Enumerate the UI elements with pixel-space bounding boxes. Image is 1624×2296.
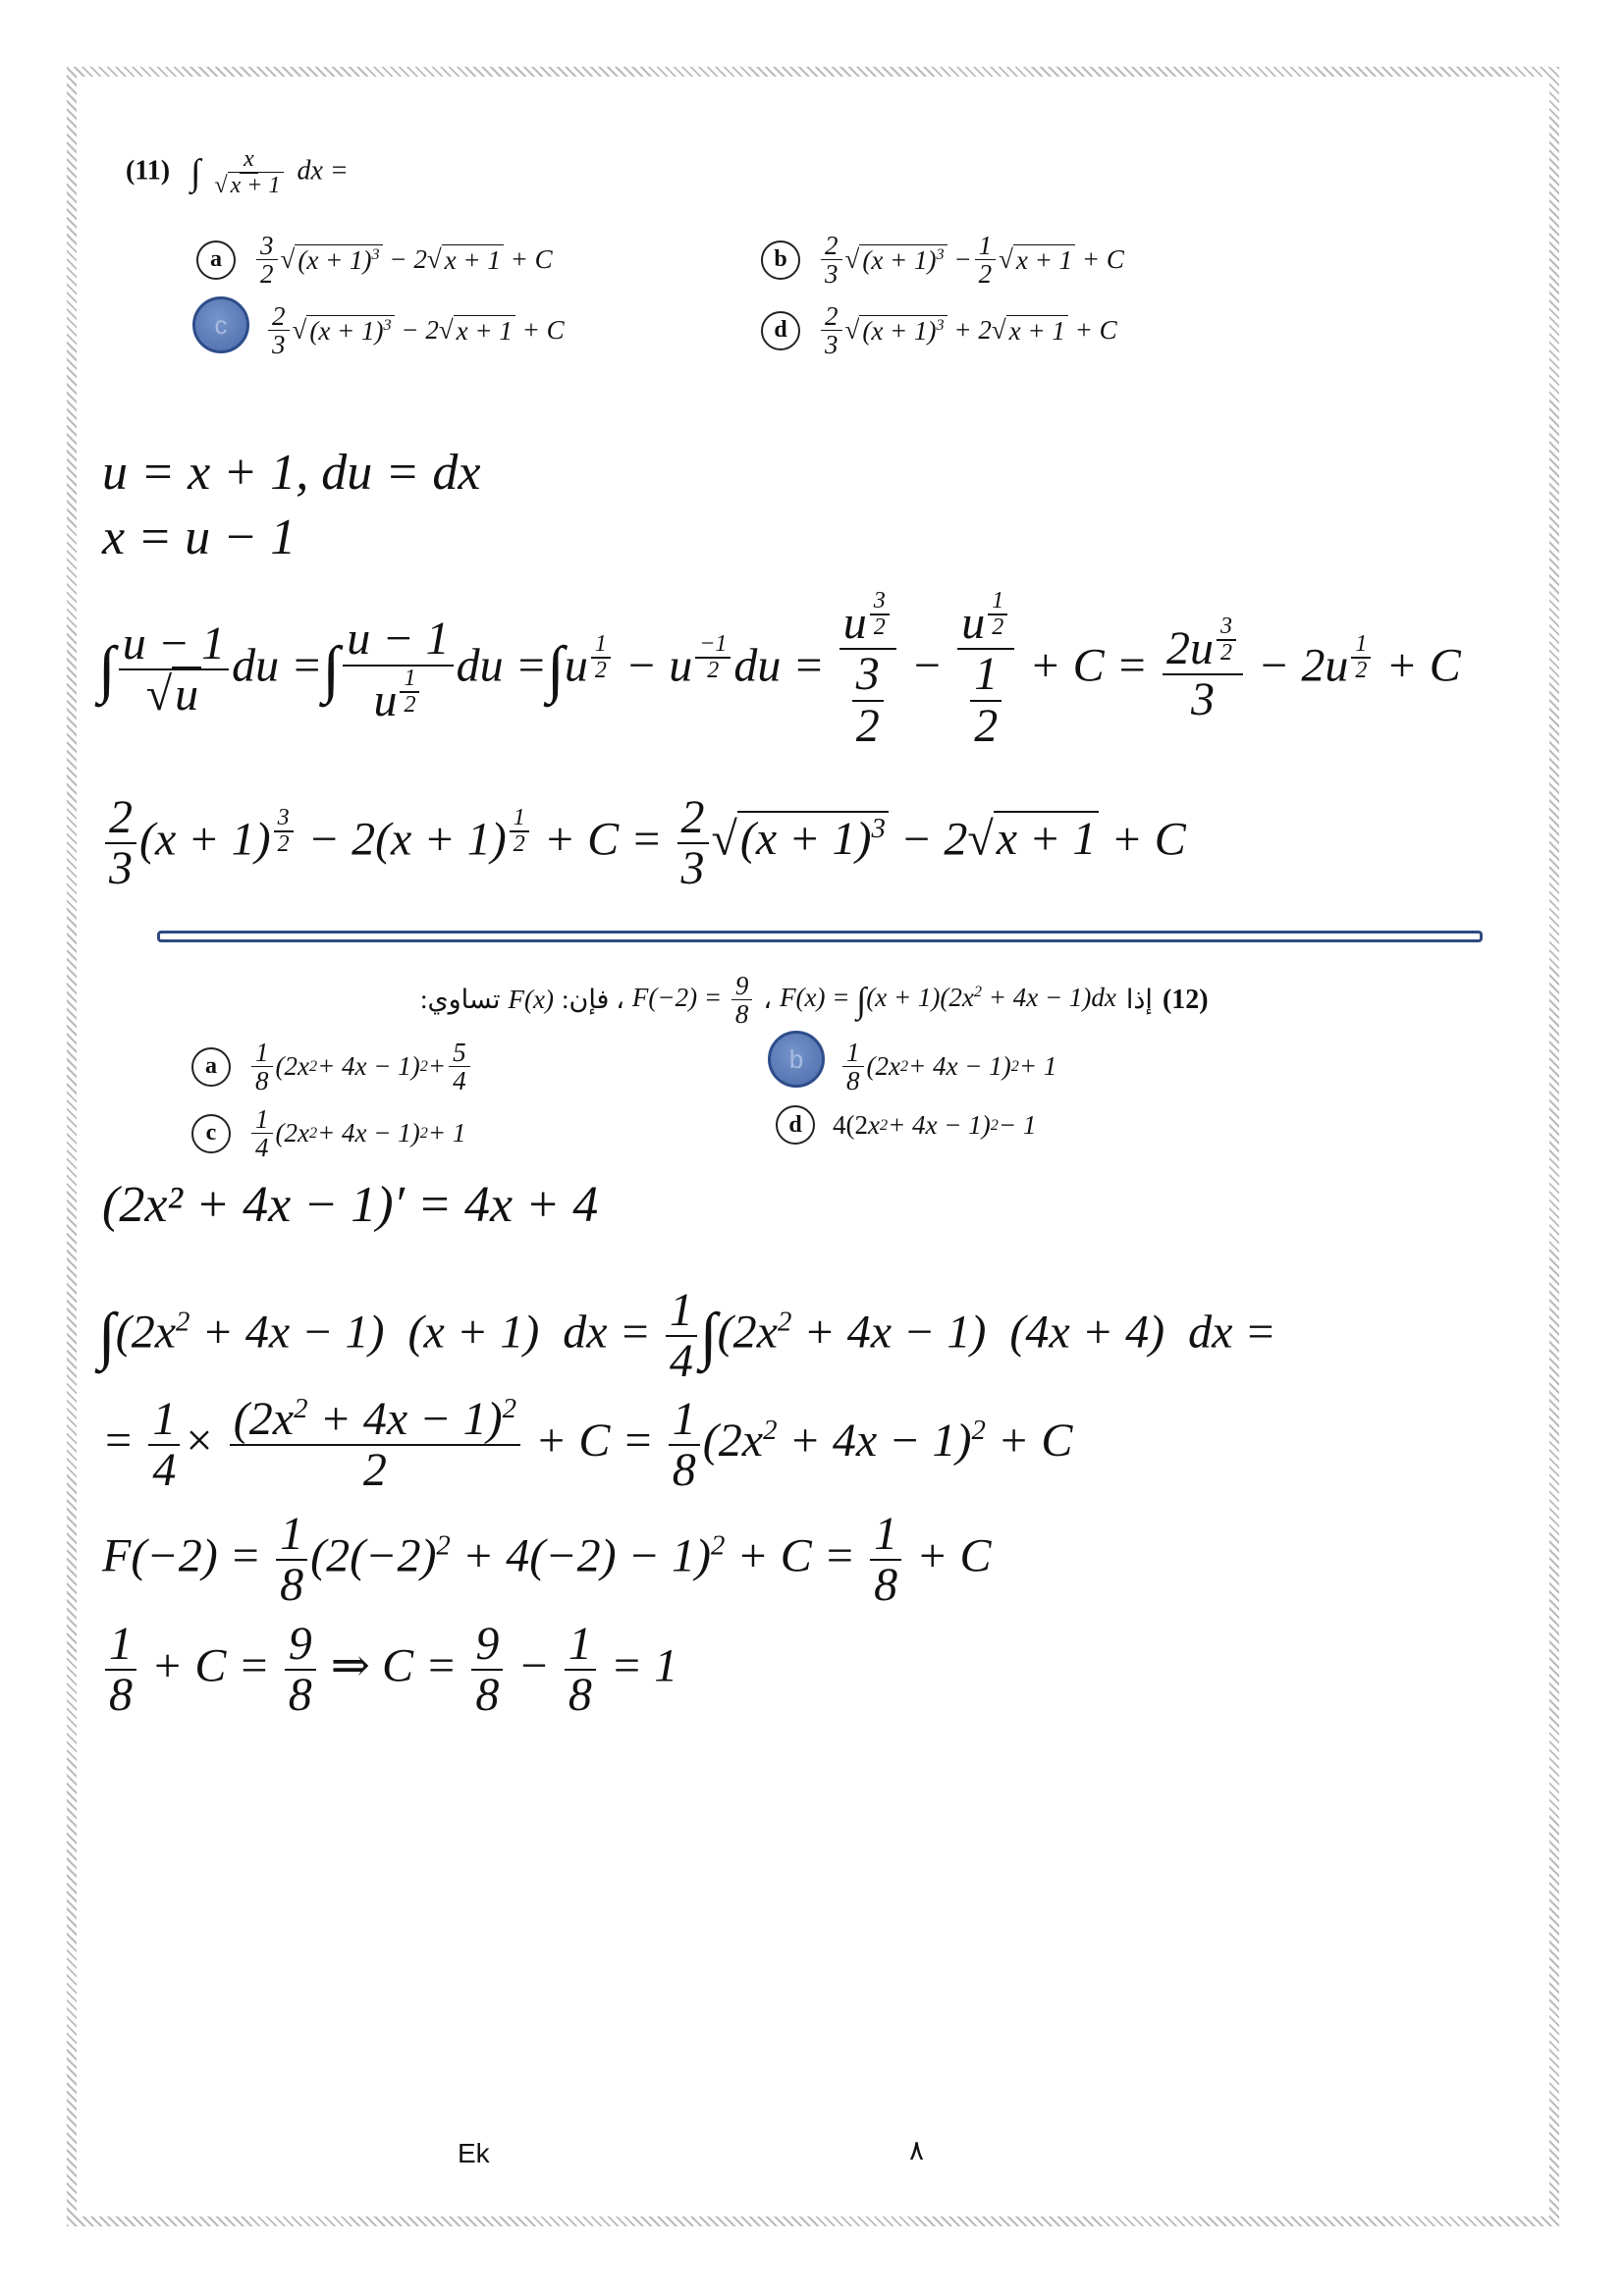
solution-11-x-in-u: x = u − 1 xyxy=(102,509,297,565)
question-12-then: ، فإن: xyxy=(561,985,624,1015)
section-divider xyxy=(157,931,1483,942)
solution-12-derivative: (2x² + 4x − 1)′ = 4x + 4 xyxy=(102,1177,599,1233)
solution-11-final-answer: $\frac{2}{3}$ (x + 1) $^{\frac{3}{2}}$ − 2(x + 1) $^{\frac{1}{2}}$ + C = $\frac{2}{3}$ $√(x + 1)^3 - 2√x + 1 + C$ xyxy=(102,793,1186,894)
q12-option-a[interactable]: a $\frac{1}{8}$ (2x 2 + 4x − 1) 2 + $\frac{5}{4}$ xyxy=(191,1039,473,1095)
option-a-marker[interactable]: a xyxy=(191,1047,231,1087)
solution-11-substitution: u = x + 1, du = dx xyxy=(102,445,481,501)
q11-option-b[interactable]: b $\frac{2}{3}$ √ $(x + 1)^3$ − $\frac{1}{2}$ √ x + 1 + C xyxy=(761,232,1124,289)
solution-12-evaluate: F(−2) = $\frac{1}{8}$ $(2(-2)^2 + 4(-2) - 1)^2 + C$ = $\frac{1}{8}$ + C xyxy=(102,1508,992,1612)
question-12-equals: تساوي: xyxy=(420,985,501,1015)
q11-option-c-selected-marker[interactable]: c xyxy=(192,296,249,353)
q11-option-a[interactable]: a $\frac{3}{2}$ √ $(x + 1)^3$ − 2 √ x + 1 + C xyxy=(196,232,553,289)
question-12-stem: (12) إذا $F(x) = \int(x + 1)(2x^2 + 4x - 1)dx$ ، F(−2) = $\frac{9}{8}$ ، فإن: F(x) تساوي: xyxy=(420,971,1209,1030)
option-a-marker[interactable]: a xyxy=(196,240,236,280)
q12-option-b-selected-marker[interactable]: b xyxy=(768,1031,825,1088)
solution-12-antiderivative: = $\frac{1}{4}$ × $\frac{(2x^2 + 4x - 1)^2}{2}$ + C = $\frac{1}{8}$ $(2x^2 + 4x - 1)^2 + C$ xyxy=(102,1392,1073,1497)
q11-option-c[interactable]: $\frac{2}{3}$ √ $(x + 1)^3$ − 2 √ x + 1 + C xyxy=(265,302,565,359)
footer-author: Ek xyxy=(458,2138,490,2168)
footer-page-number: ٨ xyxy=(909,2135,925,2165)
option-b-marker[interactable]: b xyxy=(761,240,800,280)
question-11-number: (11) xyxy=(126,155,171,187)
solution-12-integral: $\int(2x^2 + 4x - 1) (x + 1)$ dx = $\frac{1}{4}$ $\int(2x^2 + 4x - 1) (4x + 4)$ dx = xyxy=(98,1284,1276,1388)
solution-12-constant: $\frac{1}{8}$ + C = $\frac{9}{8}$ ⇒ C = $\frac{9}{8}$ − $\frac{1}{8}$ = 1 xyxy=(102,1620,677,1721)
q12-option-b[interactable]: $\frac{1}{8}$ (2x 2 + 4x − 1) 2 + 1 xyxy=(839,1039,1056,1095)
q12-option-c[interactable]: c $\frac{1}{4}$ (2x 2 + 4x − 1) 2 + 1 xyxy=(191,1105,465,1162)
q11-option-d[interactable]: d $\frac{2}{3}$ √ $(x + 1)^3$ + 2 √ x + 1 + C xyxy=(761,302,1117,359)
solution-11-integral-chain: ∫ $\frac{u - 1}{√u}$ du =∫ u − 1 u $^{\frac{1}{2}}$ du =∫u $^{\frac{1}{2}}$ − u $^{\frac{-1}{2}}$ du = u $^{\frac{3}{2}}$ $\frac{3}{2}$ − u $^{\frac{1}{2}}$ $\frac{1}{2}$ + C = 2u $^{\frac{3}{2}}$ 3 − 2u $^{\frac{1}{2}}$ + C xyxy=(98,588,1461,752)
question-12-if: إذا xyxy=(1125,985,1153,1015)
option-d-marker[interactable]: d xyxy=(761,311,800,350)
question-11-stem: (11) ∫ $\frac{x}{√ x + 1}$ dx = xyxy=(126,146,349,199)
question-12-number: (12) xyxy=(1162,984,1209,1015)
option-c-marker[interactable]: c xyxy=(191,1114,231,1153)
q12-option-d[interactable]: d 4(2 x 2 + 4x − 1) 2 − 1 xyxy=(776,1105,1036,1145)
option-d-marker[interactable]: d xyxy=(776,1105,815,1145)
